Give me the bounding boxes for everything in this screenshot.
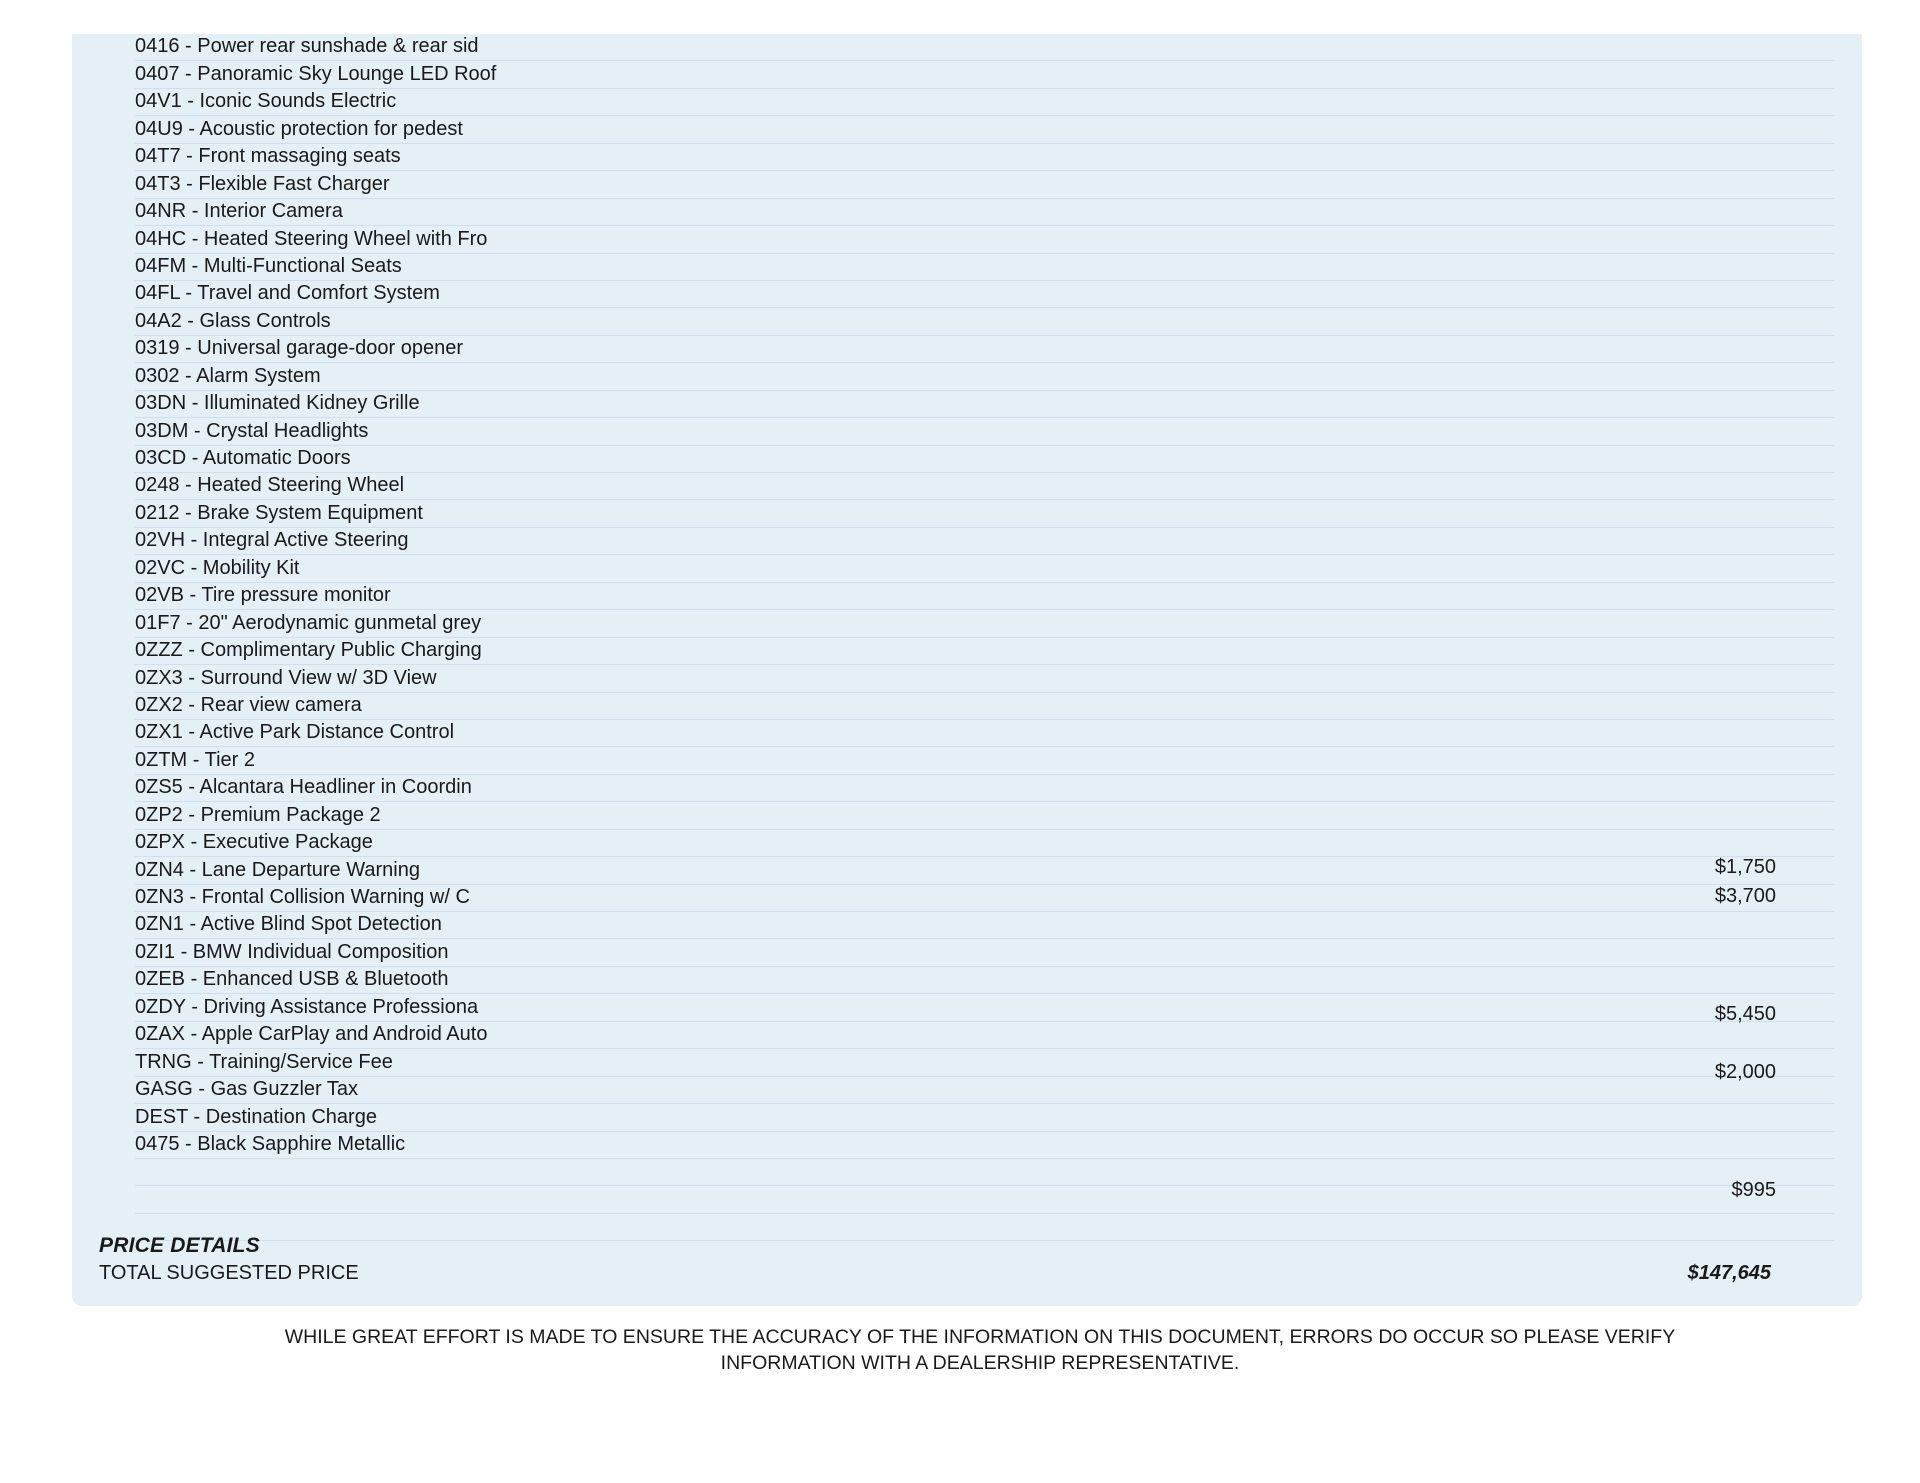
option-label: 03CD - Automatic Doors [135, 447, 351, 469]
option-row [135, 116, 1834, 143]
option-row [135, 171, 1834, 198]
option-label: 04U9 - Acoustic protection for pedest [135, 117, 463, 140]
option-label: 04T3 - Flexible Fast Charger [135, 172, 390, 195]
total-price-value: $147,645 [1687, 1262, 1771, 1284]
option-price: $3,700 [1714, 885, 1776, 907]
disclaimer-line: WHILE GREAT EFFORT IS MADE TO ENSURE THE ACCURACY OF THE INFORMATION ON THIS DOCUMENT, ERRORS DO OCCUR SO PLEASE VERIFY [284, 1326, 1676, 1348]
option-label: 0319 - Universal garage-door opener [135, 337, 463, 360]
disclaimer [0, 1324, 1920, 1376]
option-row [135, 226, 1834, 253]
option-label: 02VH - Integral Active Steering [135, 529, 409, 552]
option-row [135, 336, 1834, 363]
option-label: 03DM - Crystal Headlights [135, 419, 369, 442]
option-label: 0ZS5 - Alcantara Headliner in Coordin [135, 776, 472, 799]
option-label: 02VB - Tire pressure monitor [135, 584, 391, 607]
option-row [135, 583, 1834, 610]
option-row [135, 1186, 1834, 1213]
option-row [135, 912, 1834, 939]
option-row [135, 308, 1834, 335]
option-row [135, 665, 1834, 692]
option-label: TRNG - Training/Service Fee [135, 1050, 393, 1073]
disclaimer-line: INFORMATION WITH A DEALERSHIP REPRESENTATIVE. [720, 1352, 1240, 1374]
options-panel [72, 34, 1862, 1306]
option-label: 0416 - Power rear sunshade & rear sid [135, 35, 479, 58]
option-label: 04V1 - Iconic Sounds Electric [135, 90, 397, 113]
option-label: 04FM - Multi-Functional Seats [135, 254, 402, 277]
option-label: 0ZP2 - Premium Package 2 [135, 803, 381, 826]
option-row [135, 939, 1834, 966]
option-row [135, 89, 1834, 116]
option-row [135, 199, 1834, 226]
option-label: GASG - Gas Guzzler Tax [135, 1078, 359, 1101]
option-row [135, 418, 1834, 445]
option-row [135, 528, 1834, 555]
option-label: 0ZEB - Enhanced USB & Bluetooth [135, 968, 449, 991]
option-row [135, 391, 1834, 418]
option-label: 04FL - Travel and Comfort System [135, 282, 440, 305]
option-label: 0ZX1 - Active Park Distance Control [135, 721, 455, 744]
option-label: 0248 - Heated Steering Wheel [135, 474, 405, 497]
option-row [135, 802, 1834, 829]
option-label: 0ZTM - Tier 2 [135, 748, 256, 771]
option-label: 0ZZZ - Complimentary Public Charging [135, 639, 482, 662]
price-details-heading: PRICE DETAILS [99, 1234, 260, 1257]
option-row [135, 363, 1834, 390]
option-label: DEST - Destination Charge [135, 1105, 377, 1128]
option-label: 0ZI1 - BMW Individual Composition [135, 940, 449, 963]
option-label: 02VC - Mobility Kit [135, 556, 300, 579]
option-row [135, 610, 1834, 637]
option-price: $995 [1731, 1179, 1776, 1201]
option-price: $2,000 [1714, 1061, 1776, 1083]
option-row [135, 1214, 1834, 1241]
option-label: 0ZN4 - Lane Departure Warning [135, 858, 420, 881]
option-label: 0212 - Brake System Equipment [135, 501, 423, 524]
option-row [135, 61, 1834, 88]
option-label: 04T7 - Front massaging seats [135, 145, 401, 168]
option-label: 04NR - Interior Camera [135, 200, 343, 223]
option-row [135, 500, 1834, 527]
option-row [135, 1132, 1834, 1159]
option-row [135, 254, 1834, 281]
option-label: 01F7 - 20" Aerodynamic gunmetal grey [135, 611, 482, 634]
total-price-label: TOTAL SUGGESTED PRICE [99, 1262, 359, 1284]
option-row [135, 144, 1834, 171]
option-row [135, 34, 1834, 61]
option-price: $1,750 [1714, 856, 1776, 878]
option-label: 0475 - Black Sapphire Metallic [135, 1132, 406, 1155]
option-label: 0ZX3 - Surround View w/ 3D View [135, 666, 437, 689]
option-row [135, 994, 1834, 1021]
option-row [135, 830, 1834, 857]
option-row [135, 775, 1834, 802]
option-row [135, 747, 1834, 774]
option-row [135, 967, 1834, 994]
option-label: 04HC - Heated Steering Wheel with Fro [135, 227, 488, 250]
option-label: 0ZAX - Apple CarPlay and Android Auto [135, 1023, 488, 1046]
option-label: 0ZN3 - Frontal Collision Warning w/ C [135, 886, 470, 908]
option-row [135, 693, 1834, 720]
option-row [135, 446, 1834, 473]
option-row [135, 638, 1834, 665]
option-label: 04A2 - Glass Controls [135, 309, 331, 332]
option-row [135, 857, 1834, 884]
options-list [135, 34, 1834, 1241]
option-price: $5,450 [1714, 1003, 1776, 1025]
option-row [135, 1022, 1834, 1049]
option-row [135, 281, 1834, 308]
option-label: 0302 - Alarm System [135, 364, 321, 387]
option-label: 0ZDY - Driving Assistance Professiona [135, 995, 479, 1018]
option-label: 0407 - Panoramic Sky Lounge LED Roof [135, 62, 497, 85]
option-row [135, 1077, 1834, 1104]
option-row [135, 720, 1834, 747]
option-label: 0ZX2 - Rear view camera [135, 693, 362, 716]
option-row [135, 555, 1834, 582]
option-row [135, 473, 1834, 500]
option-row [135, 1104, 1834, 1131]
option-row [135, 885, 1834, 912]
option-label: 0ZPX - Executive Package [135, 831, 373, 854]
option-label: 03DN - Illuminated Kidney Grille [135, 392, 420, 415]
option-row [135, 1049, 1834, 1076]
option-label: 0ZN1 - Active Blind Spot Detection [135, 913, 442, 936]
option-row [135, 1159, 1834, 1186]
